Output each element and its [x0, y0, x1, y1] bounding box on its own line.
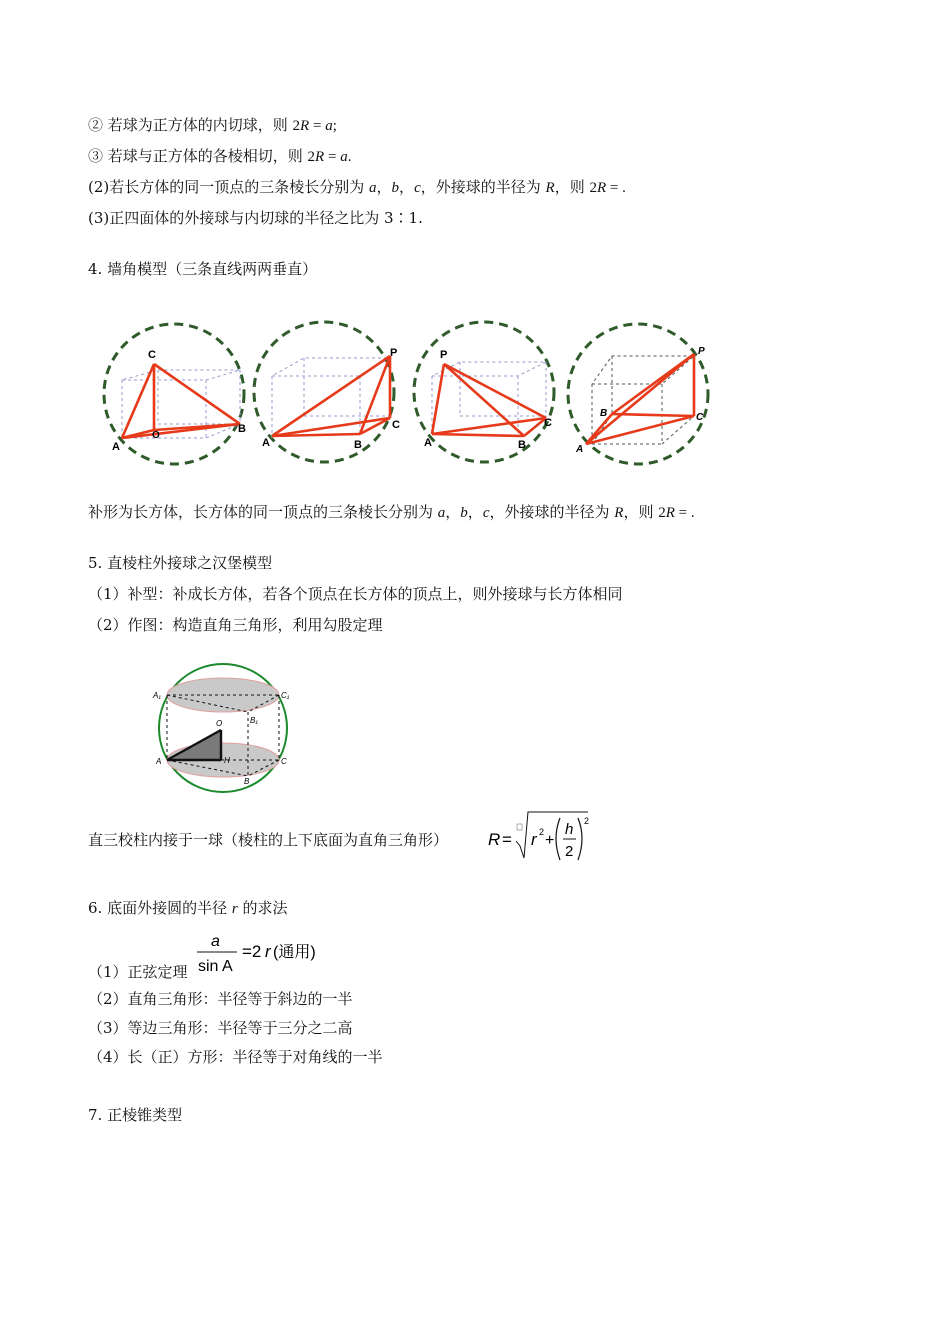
label-A: A	[156, 757, 162, 766]
label-B: B	[244, 777, 250, 786]
section-5-item-1: （1）补型：补成长方体，若各个顶点在长方体的顶点上，则外接球与长方体相同	[88, 585, 623, 603]
label-A: A	[424, 437, 432, 449]
label-A: A	[112, 441, 120, 453]
label-B: B	[600, 408, 608, 419]
label-A: A	[262, 437, 270, 449]
formula-R: R	[488, 830, 501, 849]
label-C: C	[281, 757, 287, 766]
label-A: A	[576, 444, 584, 455]
label-H: H	[224, 756, 230, 765]
label-O: O	[216, 719, 223, 728]
sine-rhs-a: =2	[242, 942, 262, 961]
formula-den: 2	[565, 843, 574, 860]
radius-formula	[486, 808, 596, 866]
label-C1: C₁	[281, 691, 290, 700]
label-B: B	[518, 439, 526, 451]
label-C: C	[544, 417, 552, 429]
corner-model-figures	[98, 312, 718, 472]
section-6-item-1: （1）正弦定理	[88, 963, 188, 981]
label-C: C	[148, 349, 156, 361]
label-C: C	[696, 412, 704, 423]
sine-rhs-b: (通用)	[273, 944, 316, 961]
section-5-title: 5. 直棱柱外接球之汉堡模型	[88, 554, 273, 572]
text-line-inscribed: ② 若球为正方体的内切球，则 2R = a;	[88, 116, 337, 134]
label-O: O	[152, 430, 160, 441]
section-6-item-3: （3）等边三角形：半径等于三分之二高	[88, 1019, 353, 1037]
label-B: B	[354, 439, 362, 451]
corner-figure-1	[104, 324, 246, 464]
label-B: B	[238, 423, 246, 435]
sine-num: a	[211, 933, 220, 950]
label-P: P	[390, 347, 398, 359]
corner-figure-4	[568, 324, 708, 464]
text-line-tetrahedron: (3)正四面体的外接球与内切球的半径之比为 3∶1.	[88, 209, 423, 227]
section-6-item-2: （2）直角三角形：半径等于斜边的一半	[88, 990, 353, 1008]
label-C: C	[392, 419, 400, 431]
formula-r-exp: 2	[539, 827, 545, 837]
section-5-item-2: （2）作图：构造直角三角形，利用勾股定理	[88, 616, 383, 634]
formula-outer-exp: 2	[584, 816, 590, 826]
text-line-cuboid: (2)若长方体的同一顶点的三条棱长分别为 a，b，c，外接球的半径为 R，则 2R = .	[88, 178, 626, 196]
hamburger-model-figure	[150, 660, 300, 800]
formula-r: r	[531, 830, 537, 849]
section-4-title: 4. 墙角模型（三条直线两两垂直）	[88, 260, 318, 278]
section-6-item-4: （4）长（正）方形：半径等于对角线的一半	[88, 1048, 383, 1066]
text-line-edge-tangent: ③ 若球与正方体的各棱相切，则 2R = a.	[88, 147, 352, 165]
label-P: P	[698, 346, 705, 357]
sine-rhs-r: r	[265, 942, 271, 961]
sine-den: sin A	[198, 958, 233, 975]
label-A1: A₁	[153, 691, 161, 700]
section-5-formula-text: 直三校柱内接于一球（棱柱的上下底面为直角三角形）	[88, 831, 449, 849]
label-B1: B₁	[250, 716, 258, 725]
sine-law-formula	[194, 930, 344, 978]
corner-figure-2	[254, 322, 400, 462]
formula-plus: +	[545, 832, 555, 849]
label-P: P	[440, 349, 448, 361]
section-7-title: 7. 正棱锥类型	[88, 1106, 183, 1124]
section-4-caption: 补形为长方体，长方体的同一顶点的三条棱长分别为 a，b，c，外接球的半径为 R，则 2R = .	[88, 503, 695, 521]
formula-eq: =	[502, 830, 512, 849]
section-6-title: 6. 底面外接圆的半径 r 的求法	[88, 899, 288, 917]
formula-h: h	[565, 821, 574, 838]
corner-figure-3	[414, 322, 554, 462]
